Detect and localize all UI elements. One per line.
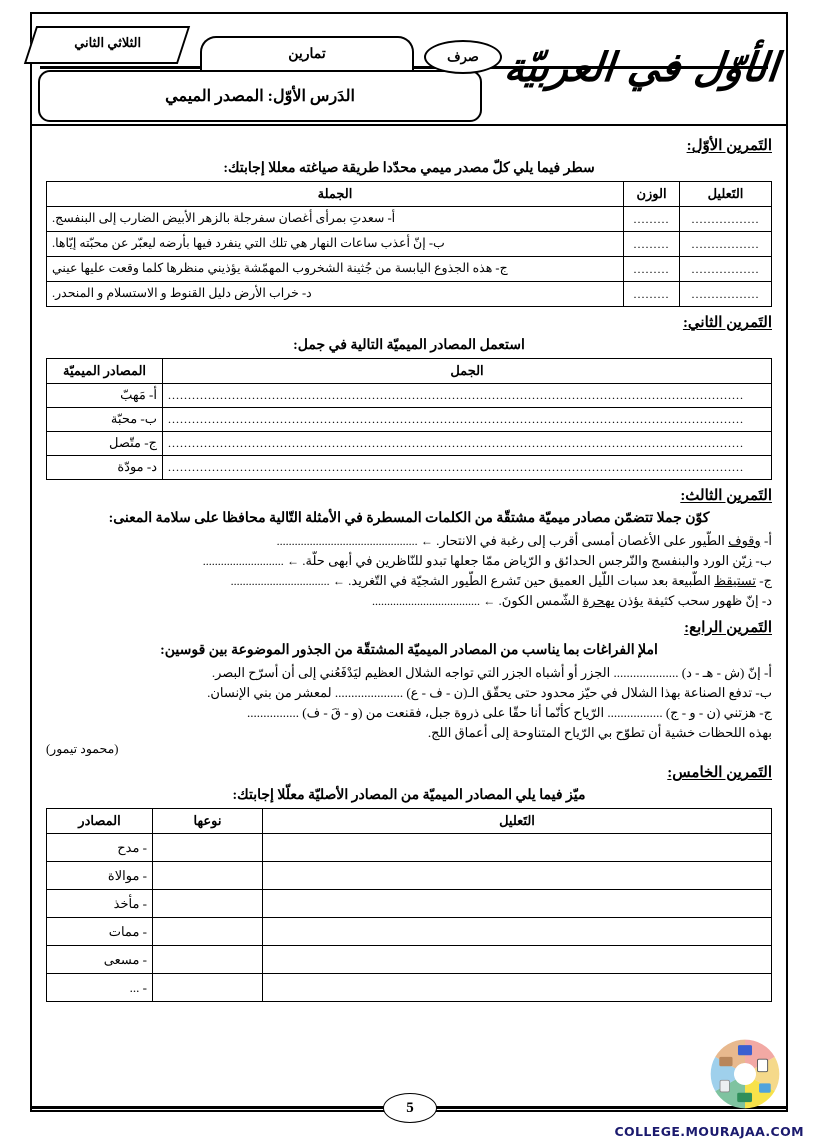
table-row	[47, 384, 772, 408]
exercise-2-table	[46, 358, 772, 480]
exercise-5-table	[46, 808, 772, 1002]
source-word: ج- متّصل	[47, 432, 163, 456]
sentence-blank[interactable]: ................................................................................................................................................	[163, 384, 772, 408]
source-word: د- مودّة	[47, 456, 163, 480]
answer-blank[interactable]: ...........................	[202, 554, 284, 569]
exercise-4-item[interactable]: ب- تدفع الصناعة بهذا الشلال في حيّز محدود حتى يحقّق الـ(ن - ف - ع) ..................... لمعشر من بني الإنسان.	[207, 684, 772, 700]
item-label: ج-	[759, 573, 772, 589]
reason-blank[interactable]: .................	[680, 207, 772, 232]
sentence-blank[interactable]: ................................................................................................................................................	[163, 456, 772, 480]
column-header-sources: المصادر	[47, 809, 153, 834]
source-word: أ- مَهبّ	[47, 384, 163, 408]
site-watermark-text: COLLEGE.MOURAJAA.COM	[614, 1124, 804, 1139]
table-row	[47, 456, 772, 480]
underlined-word: زيّن	[732, 553, 753, 569]
type-cell[interactable]	[153, 862, 263, 890]
table-row	[47, 408, 772, 432]
arrow-icon: ←	[332, 574, 345, 589]
exercise-5-heading: التَمرين الخامس:	[667, 765, 772, 782]
brand-calligraphy-text: الأوّل في العربيّة	[502, 44, 781, 91]
reason-blank[interactable]: .................	[680, 232, 772, 257]
source-word: - ...	[47, 974, 153, 1002]
sentence-cell: د- خراب الأرض دليل القنوط و الاستسلام و المنحدر.	[47, 282, 624, 307]
sentence-cell: ج- هذه الجذوع اليابسة من جُثينة الشخروب المهمّشة يؤذيني منظرها كلما وقعت عليها عيني	[47, 257, 624, 282]
column-header-pattern: الوزن	[624, 182, 680, 207]
type-cell[interactable]	[153, 890, 263, 918]
subject-badge-label: صرف	[447, 49, 479, 64]
exercise-2-heading: التَمرين الثاني:	[682, 315, 772, 331]
pattern-blank[interactable]: .........	[624, 207, 680, 232]
reason-cell[interactable]	[263, 862, 772, 890]
exercise-4-item[interactable]: ج- هزتني (ن - و - ج) ................. الرّياح كأنّما أنا حقّا على ذروة جبل، فقنعت من (و - قَ - ف) ................	[247, 704, 772, 720]
tab-exercises-label: تمارين	[288, 46, 326, 62]
item-prefix: إنّ ظهور سحب كثيفة يؤذن	[614, 593, 759, 609]
column-header-reason: التَعليل	[680, 182, 772, 207]
pattern-blank[interactable]: .........	[624, 232, 680, 257]
table-row	[47, 834, 772, 862]
reason-cell[interactable]	[263, 890, 772, 918]
exercise-2-instruction: استعمل المصادر الميميّة التالية في جمل:	[293, 338, 525, 353]
source-word: - ممات	[47, 918, 153, 946]
type-cell[interactable]	[153, 918, 263, 946]
item-label: ب-	[755, 553, 772, 569]
table-header-row	[47, 182, 772, 207]
exercise-3-item	[46, 591, 772, 611]
type-cell[interactable]	[153, 834, 263, 862]
brand-calligraphy-logo	[454, 12, 784, 128]
exercise-3-item	[46, 551, 772, 571]
item-suffix: الطّبيعة بعد سبات اللّيل العميق حين تَشرع الطّيور الشجيّة في التّغريد.	[348, 573, 715, 589]
exercise-1-instruction: سطر فيما يلي كلّ مصدر ميمي محدّدا طريقة صياغته معللا إجابتك:	[223, 161, 595, 176]
underlined-word: بهجرة	[582, 593, 615, 609]
table-row	[47, 432, 772, 456]
table-row	[47, 862, 772, 890]
exercise-3-instruction: كوّن جملا تتضمّن مصادر ميميّة مشتقّة من الكلمات المسطرة في الأمثلة التّالية محافظا على سلامة المعنى:	[108, 511, 710, 526]
table-row	[47, 207, 772, 232]
exercise-1-heading: التَمرين الأوّل:	[686, 138, 772, 154]
sentence-cell: أ- سعدتِ بمرأى أغصان سفرجلة بالزهر الأبيض الضارب إلى البنفسج.	[47, 207, 624, 232]
type-cell[interactable]	[153, 974, 263, 1002]
site-ring-logo-icon	[706, 1035, 784, 1113]
source-word: ب- محبّة	[47, 408, 163, 432]
subject-badge	[424, 40, 502, 74]
tab-unit[interactable]	[24, 26, 190, 64]
tab-unit-label: الثلاثي الثاني	[74, 35, 142, 50]
exercise-5-instruction: ميّز فيما يلي المصادر الميميّة من المصادر الأصليّة معلّلا إجابتك:	[232, 788, 586, 804]
table-row	[47, 890, 772, 918]
page-number-badge	[383, 1093, 437, 1123]
table-row	[47, 232, 772, 257]
column-header-sentences: الجمل	[163, 359, 772, 384]
reason-cell[interactable]	[263, 834, 772, 862]
column-header-type: نوعها	[153, 809, 263, 834]
table-header-row	[47, 809, 772, 834]
exercise-3-heading: التَمرين الثالث:	[680, 488, 772, 504]
lesson-title: الدَرس الأوّل: المصدر الميمي	[165, 88, 355, 105]
sentence-blank[interactable]: ................................................................................................................................................	[163, 408, 772, 432]
page-number: 5	[406, 1099, 414, 1116]
column-header-reason: التَعليل	[263, 809, 772, 834]
pattern-blank[interactable]: .........	[624, 257, 680, 282]
table-row	[47, 946, 772, 974]
type-cell[interactable]	[153, 946, 263, 974]
arrow-icon: ←	[483, 594, 496, 609]
reason-cell[interactable]	[263, 918, 772, 946]
exercise-4-item[interactable]: أ- إنّ (ش - هـ - د) .................... الجزر أو أشباه الجزر التي تواجه الشلال العظيم ليَدْفَعُني إلى أن أسرّح البصر.	[211, 664, 772, 680]
answer-blank[interactable]: ...............................................	[276, 534, 418, 548]
answer-blank[interactable]: ....................................	[372, 594, 481, 609]
table-row	[47, 257, 772, 282]
lesson-title-box	[38, 70, 482, 122]
sentence-cell: ب- إنّ أعذب ساعات النهار هي تلك التي ينفرد فيها بأرضه ليعبّر عن محبّته إيّاها.	[47, 232, 624, 257]
page-header	[32, 14, 786, 126]
item-label: أ-	[764, 533, 772, 548]
arrow-icon: ←	[287, 554, 300, 569]
exercise-4-item-continuation: بهذه اللحظات خشية أن تطوّح بي الرّياح المتناوحة إلى أعماق اللج.	[427, 724, 772, 740]
table-header-row	[47, 359, 772, 384]
underlined-word: وقوف	[728, 533, 761, 548]
tab-exercises[interactable]	[200, 36, 414, 70]
table-row	[47, 974, 772, 1002]
source-word: - مأخذ	[47, 890, 153, 918]
source-word: - مدح	[47, 834, 153, 862]
reason-cell[interactable]	[263, 974, 772, 1002]
table-row	[47, 918, 772, 946]
item-suffix: الطّيور على الأغصان أمسى أقرب إلى رغبة في الانتحار.	[436, 533, 729, 548]
sentence-blank[interactable]: ................................................................................................................................................	[163, 432, 772, 456]
exercise-4-attribution: (محمود تيمور)	[46, 742, 119, 757]
worksheet-content	[46, 130, 772, 1002]
reason-blank[interactable]: .................	[680, 282, 772, 307]
pattern-blank[interactable]: .........	[624, 282, 680, 307]
reason-blank[interactable]: .................	[680, 257, 772, 282]
exercise-4-instruction: املإ الفراغات بما يناسب من المصادر الميميّة المشتقّة من الجذور الموضوعة بين قوسين:	[160, 642, 658, 658]
exercise-1-table	[46, 181, 772, 307]
item-label: د-	[761, 593, 772, 609]
underlined-word: تستيقظ	[714, 573, 757, 589]
column-header-sentence: الجملة	[47, 182, 624, 207]
item-suffix: الشّمس الكونَ.	[498, 593, 583, 609]
exercise-3-item	[46, 571, 772, 591]
item-suffix: الورد والبنفسج والنّرجس الحدائق و الرّياض ممّا جعلها تبدو للنّاظرين في أبهى حلّة.	[302, 553, 733, 569]
exercise-3-item	[46, 531, 772, 551]
arrow-icon: ←	[420, 534, 433, 548]
source-word: - مسعى	[47, 946, 153, 974]
header-bottom-rule	[32, 124, 786, 126]
answer-blank[interactable]: .................................	[230, 574, 330, 589]
exercise-4-heading: التَمرين الرابع:	[684, 619, 772, 636]
source-word: - موالاة	[47, 862, 153, 890]
column-header-mimic-sources: المصادر الميميّة	[47, 359, 163, 384]
table-row	[47, 282, 772, 307]
reason-cell[interactable]	[263, 946, 772, 974]
